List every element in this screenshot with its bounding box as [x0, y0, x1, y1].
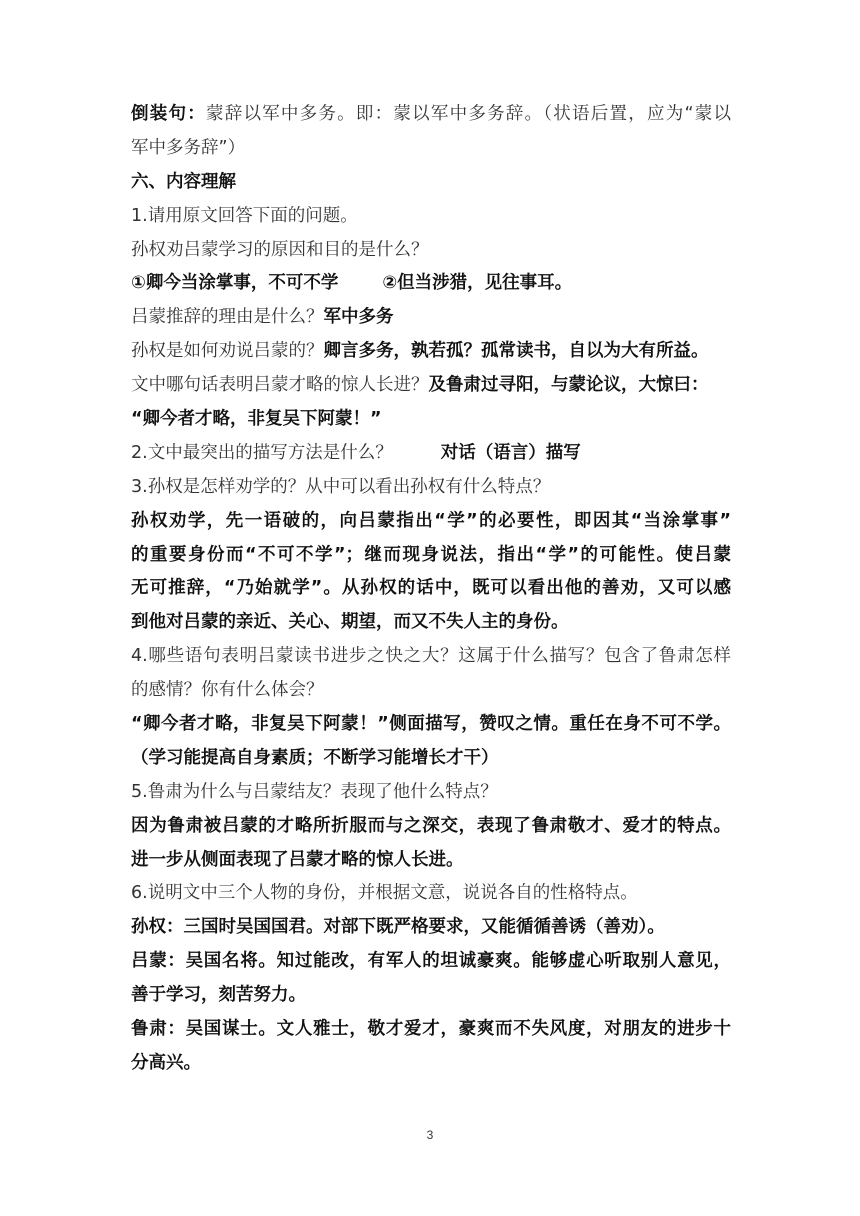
question-1b: 吕蒙推辞的理由是什么？ — [131, 307, 324, 328]
inversion-text-cont: 军中多务辞”） — [131, 137, 246, 158]
answer-3-line-3: 无可推辞，“乃始就学”。从孙权的话中，既可以看出他的善劝，又可以感 — [131, 578, 731, 599]
section-title: 六、内容理解 — [131, 171, 236, 192]
question-answer-1c — [131, 335, 731, 369]
answer-4-line-1: “卿今者才略，非复吴下阿蒙！”侧面描写，赞叹之情。重任在身不可不学。 — [131, 714, 731, 735]
answer-6-lvmeng-line-1: 吕蒙：吴国名将。知过能改，有军人的坦诚豪爽。能够虚心听取别人意见， — [131, 951, 731, 972]
question-answer-1b — [131, 301, 731, 335]
answer-6-lusu-line-1: 鲁肃：吴国谋士。文人雅士，敬才爱才，豪爽而不失风度，对朋友的进步十 — [131, 1019, 731, 1040]
answer-2: 对话（语言）描写 — [440, 442, 581, 463]
inversion-text: 蒙辞以军中多务。即：蒙以军中多务辞。（状语后置，应为“蒙以 — [205, 104, 731, 124]
question-answer-2 — [131, 437, 731, 471]
question-4-line-1: 4.哪些语句表明吕蒙读书进步之快之大？这属于什么描写？包含了鲁肃怎样 — [131, 646, 731, 667]
answer-1d-part-2: “卿今者才略，非复吴下阿蒙！” — [131, 409, 382, 430]
question-1: 1.请用原文回答下面的问题。 — [131, 205, 358, 226]
answer-6-sunquan: 孙权：三国时吴国国君。对部下既严格要求，又能循循善诱（善劝）。 — [131, 917, 665, 938]
answer-1a — [131, 267, 731, 301]
question-1a: 孙权劝吕蒙学习的原因和目的是什么？ — [131, 239, 429, 260]
answer-4-line-2: （学习能提高自身素质；不断学习能增长才干） — [131, 747, 499, 768]
answer-1d-part-1: 及鲁肃过寻阳，与蒙论议，大惊曰： — [428, 375, 709, 396]
inversion-sentence-line-1 — [131, 98, 731, 132]
page-number: 3 — [426, 1128, 434, 1142]
question-3: 3.孙权是怎样劝学的？从中可以看出孙权有什么特点？ — [131, 476, 551, 497]
question-1d: 文中哪句话表明吕蒙才略的惊人长进？ — [131, 375, 429, 396]
document-body — [131, 98, 731, 1081]
answer-6-lvmeng-line-2: 善于学习，刻苦努力。 — [131, 985, 306, 1006]
answer-1a-part-2: ②但当涉猎，见往事耳。 — [382, 273, 573, 294]
answer-5-line-1: 因为鲁肃被吕蒙的才略所折服而与之深交，表现了鲁肃敬才、爱才的特点。 — [131, 815, 731, 836]
inversion-sentence-line-2 — [131, 132, 731, 166]
question-2: 2.文中最突出的描写方法是什么？ — [131, 442, 393, 463]
answer-1a-part-1: ①卿今当涂掌事，不可不学 — [131, 273, 339, 294]
question-4-line-2: 的感情？你有什么体会？ — [131, 680, 324, 701]
answer-3-line-2: 的重要身份而“不可不学”；继而现身说法，指出“学”的可能性。使吕蒙 — [131, 544, 731, 565]
answer-3-line-1: 孙权劝学，先一语破的，向吕蒙指出“学”的必要性，即因其“当涂掌事” — [131, 510, 731, 531]
inversion-label: 倒装句： — [131, 104, 206, 124]
answer-1c: 卿言多务，孰若孤？孤常读书，自以为大有所益。 — [323, 341, 709, 362]
answer-6-lusu-line-2: 分高兴。 — [131, 1052, 201, 1073]
answer-1b: 军中多务 — [323, 307, 394, 328]
answer-3-line-4: 到他对吕蒙的亲近、关心、期望，而又不失人主的身份。 — [131, 612, 569, 633]
question-6: 6.说明文中三个人物的身份，并根据文意，说说各自的性格特点。 — [131, 883, 638, 904]
question-answer-1d — [131, 369, 731, 403]
question-5: 5.鲁肃为什么与吕蒙结友？表现了他什么特点？ — [131, 781, 498, 802]
question-1c: 孙权是如何劝说吕蒙的？ — [131, 341, 324, 362]
answer-5-line-2: 进一步从侧面表现了吕蒙才略的惊人长进。 — [131, 849, 464, 870]
